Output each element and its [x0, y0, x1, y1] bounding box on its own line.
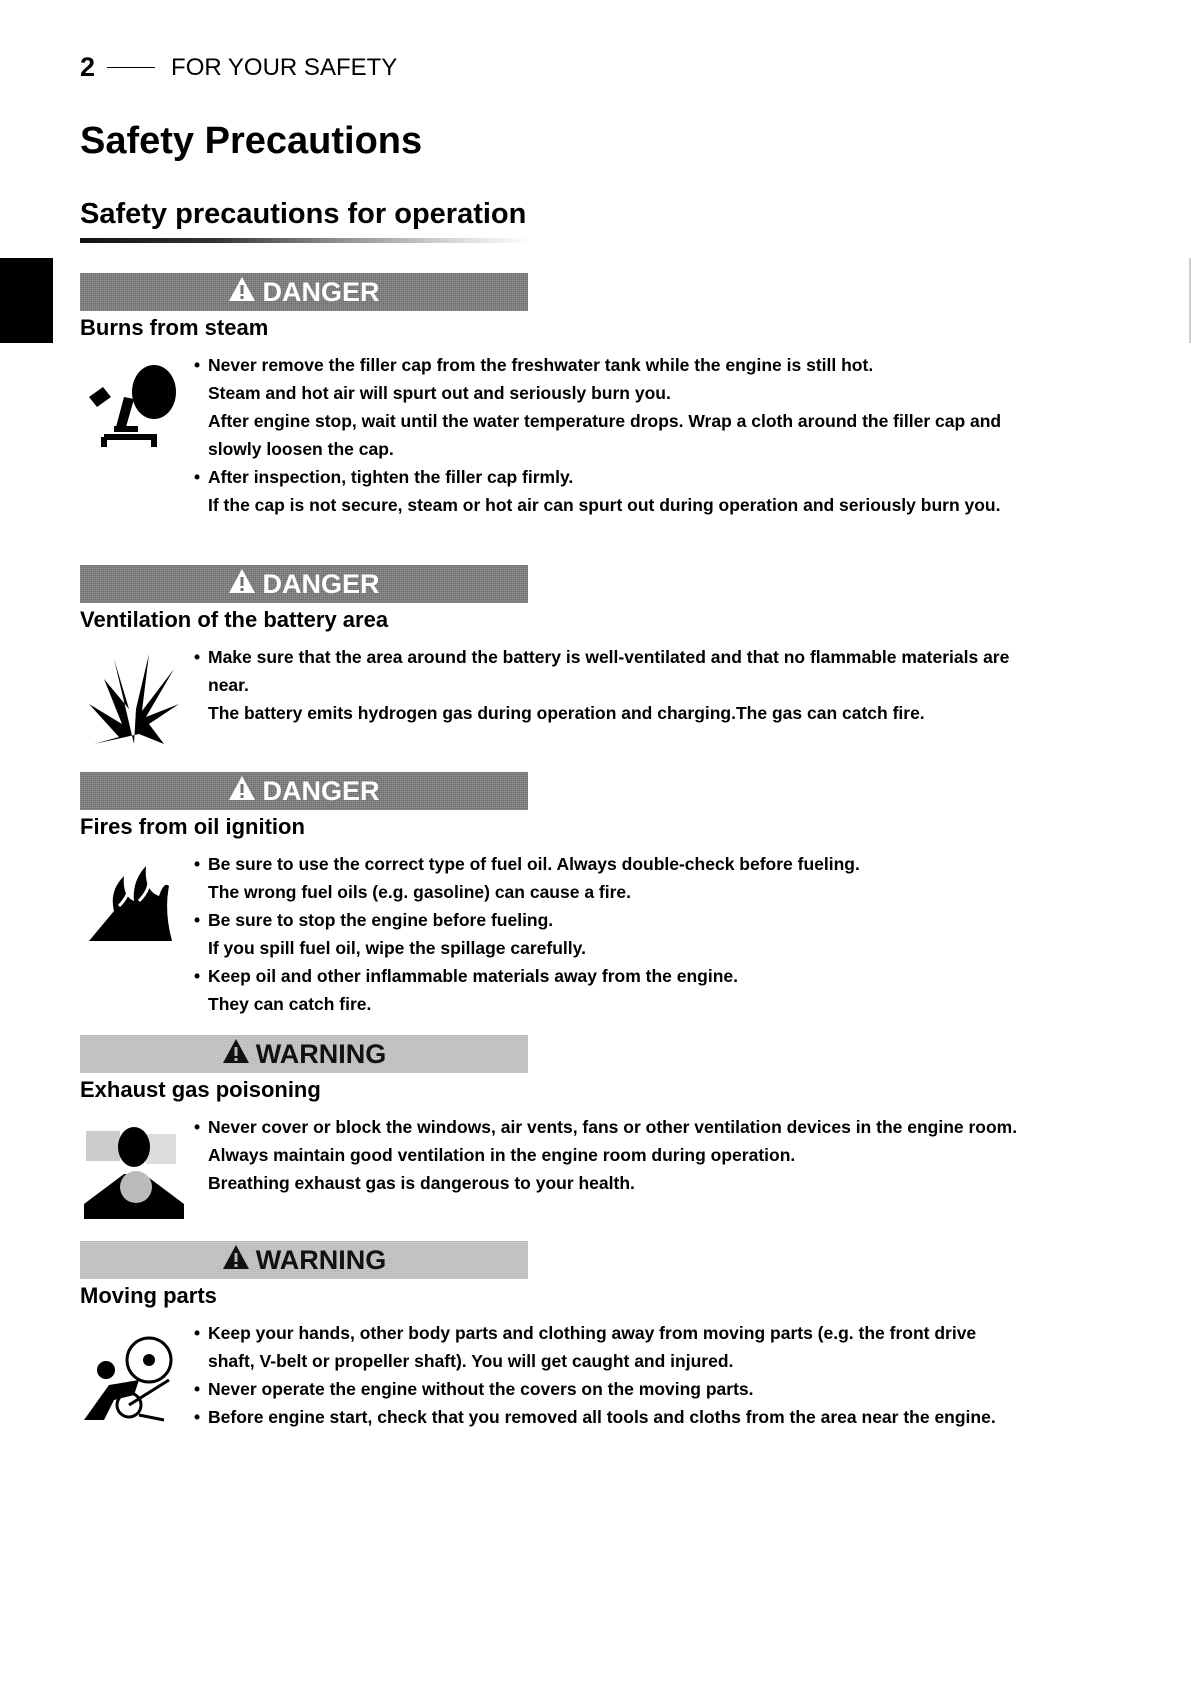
- bullet-detail: They can catch fire.: [208, 994, 372, 1014]
- subtitle-rule: [80, 238, 530, 243]
- bullet-item: • Be sure to stop the engine before fueling.: [196, 906, 1026, 934]
- bullet-item: • Keep oil and other inflammable materials away from the engine.: [196, 962, 1026, 990]
- section-heading: Moving parts: [80, 1283, 217, 1308]
- warning-triangle-icon: [222, 1244, 250, 1277]
- bullet-detail: Steam and hot air will spurt out and seriously burn you.: [208, 383, 671, 403]
- bullet-detail: If the cap is not secure, steam or hot air can spurt out during operation and seriously burn you.: [208, 495, 1001, 515]
- bullet-detail: After engine stop, wait until the water temperature drops. Wrap a cloth around the filler cap and slowly loosen the cap.: [208, 411, 1002, 459]
- bullet-item: • Be sure to use the correct type of fuel oil. Always double-check before fueling.: [196, 850, 1026, 878]
- section-heading: Ventilation of the battery area: [80, 607, 389, 632]
- bullet-detail: If you spill fuel oil, wipe the spillage carefully.: [208, 938, 586, 958]
- explosion-icon: [84, 649, 184, 749]
- bullet-detail: Breathing exhaust gas is dangerous to your health.: [208, 1173, 635, 1193]
- warning-triangle-icon: [222, 1038, 250, 1071]
- warning-triangle-icon: [228, 276, 256, 309]
- danger-banner: [80, 565, 528, 603]
- bullet-item: • Never operate the engine without the covers on the moving parts.: [196, 1375, 1026, 1403]
- header-dash: [107, 67, 155, 68]
- section-heading: Burns from steam: [80, 315, 269, 340]
- toxic-gas-icon: [84, 1119, 184, 1219]
- safety-section: [80, 772, 1120, 1018]
- page-title: Safety Precautions: [80, 120, 423, 162]
- warning-banner: [80, 1241, 528, 1279]
- bullet-item: • Keep your hands, other body parts and clothing away from moving parts (e.g. the front drive shaft, V-belt or propeller shaft). You will get caught and injured.: [196, 1319, 1026, 1375]
- header-section: FOR YOUR SAFETY: [171, 53, 398, 81]
- bullet-item: • Never cover or block the windows, air vents, fans or other ventilation devices in the engine room. Always maintain good ventilation in the engine room during operation.: [196, 1113, 1026, 1169]
- bullet-item: • After inspection, tighten the filler cap firmly.: [196, 463, 1026, 491]
- warning-triangle-icon: [228, 775, 256, 808]
- safety-section: [80, 1035, 1120, 1197]
- moving-parts-icon: [84, 1325, 184, 1425]
- danger-banner: [80, 772, 528, 810]
- page-number: 2: [80, 52, 96, 82]
- banner-label: DANGER: [262, 568, 380, 599]
- warning-banner: [80, 1035, 528, 1073]
- bullet-item: • Before engine start, check that you removed all tools and cloths from the area near the engine.: [196, 1403, 1026, 1431]
- running-header: [80, 52, 397, 83]
- chapter-tab: [0, 258, 53, 343]
- safety-section: [80, 273, 1120, 519]
- section-heading: Exhaust gas poisoning: [80, 1077, 321, 1102]
- fire-icon: [84, 856, 184, 956]
- banner-label: WARNING: [255, 1038, 387, 1069]
- banner-label: DANGER: [262, 775, 380, 806]
- bullet-item: • Make sure that the area around the battery is well-ventilated and that no flammable materials are near.: [196, 643, 1026, 699]
- banner-label: WARNING: [255, 1244, 387, 1275]
- safety-section: [80, 1241, 1120, 1431]
- warning-triangle-icon: [228, 568, 256, 601]
- bullet-detail: The wrong fuel oils (e.g. gasoline) can cause a fire.: [208, 882, 632, 902]
- bullet-detail: The battery emits hydrogen gas during operation and charging.The gas can catch fire.: [208, 703, 925, 723]
- danger-banner: [80, 273, 528, 311]
- banner-label: DANGER: [262, 276, 380, 307]
- safety-section: [80, 565, 1120, 727]
- section-heading: Fires from oil ignition: [80, 814, 305, 839]
- hot-steam-icon: [84, 357, 184, 457]
- bullet-item: • Never remove the filler cap from the freshwater tank while the engine is still hot.: [196, 351, 1026, 379]
- page-subtitle: Safety precautions for operation: [80, 198, 527, 230]
